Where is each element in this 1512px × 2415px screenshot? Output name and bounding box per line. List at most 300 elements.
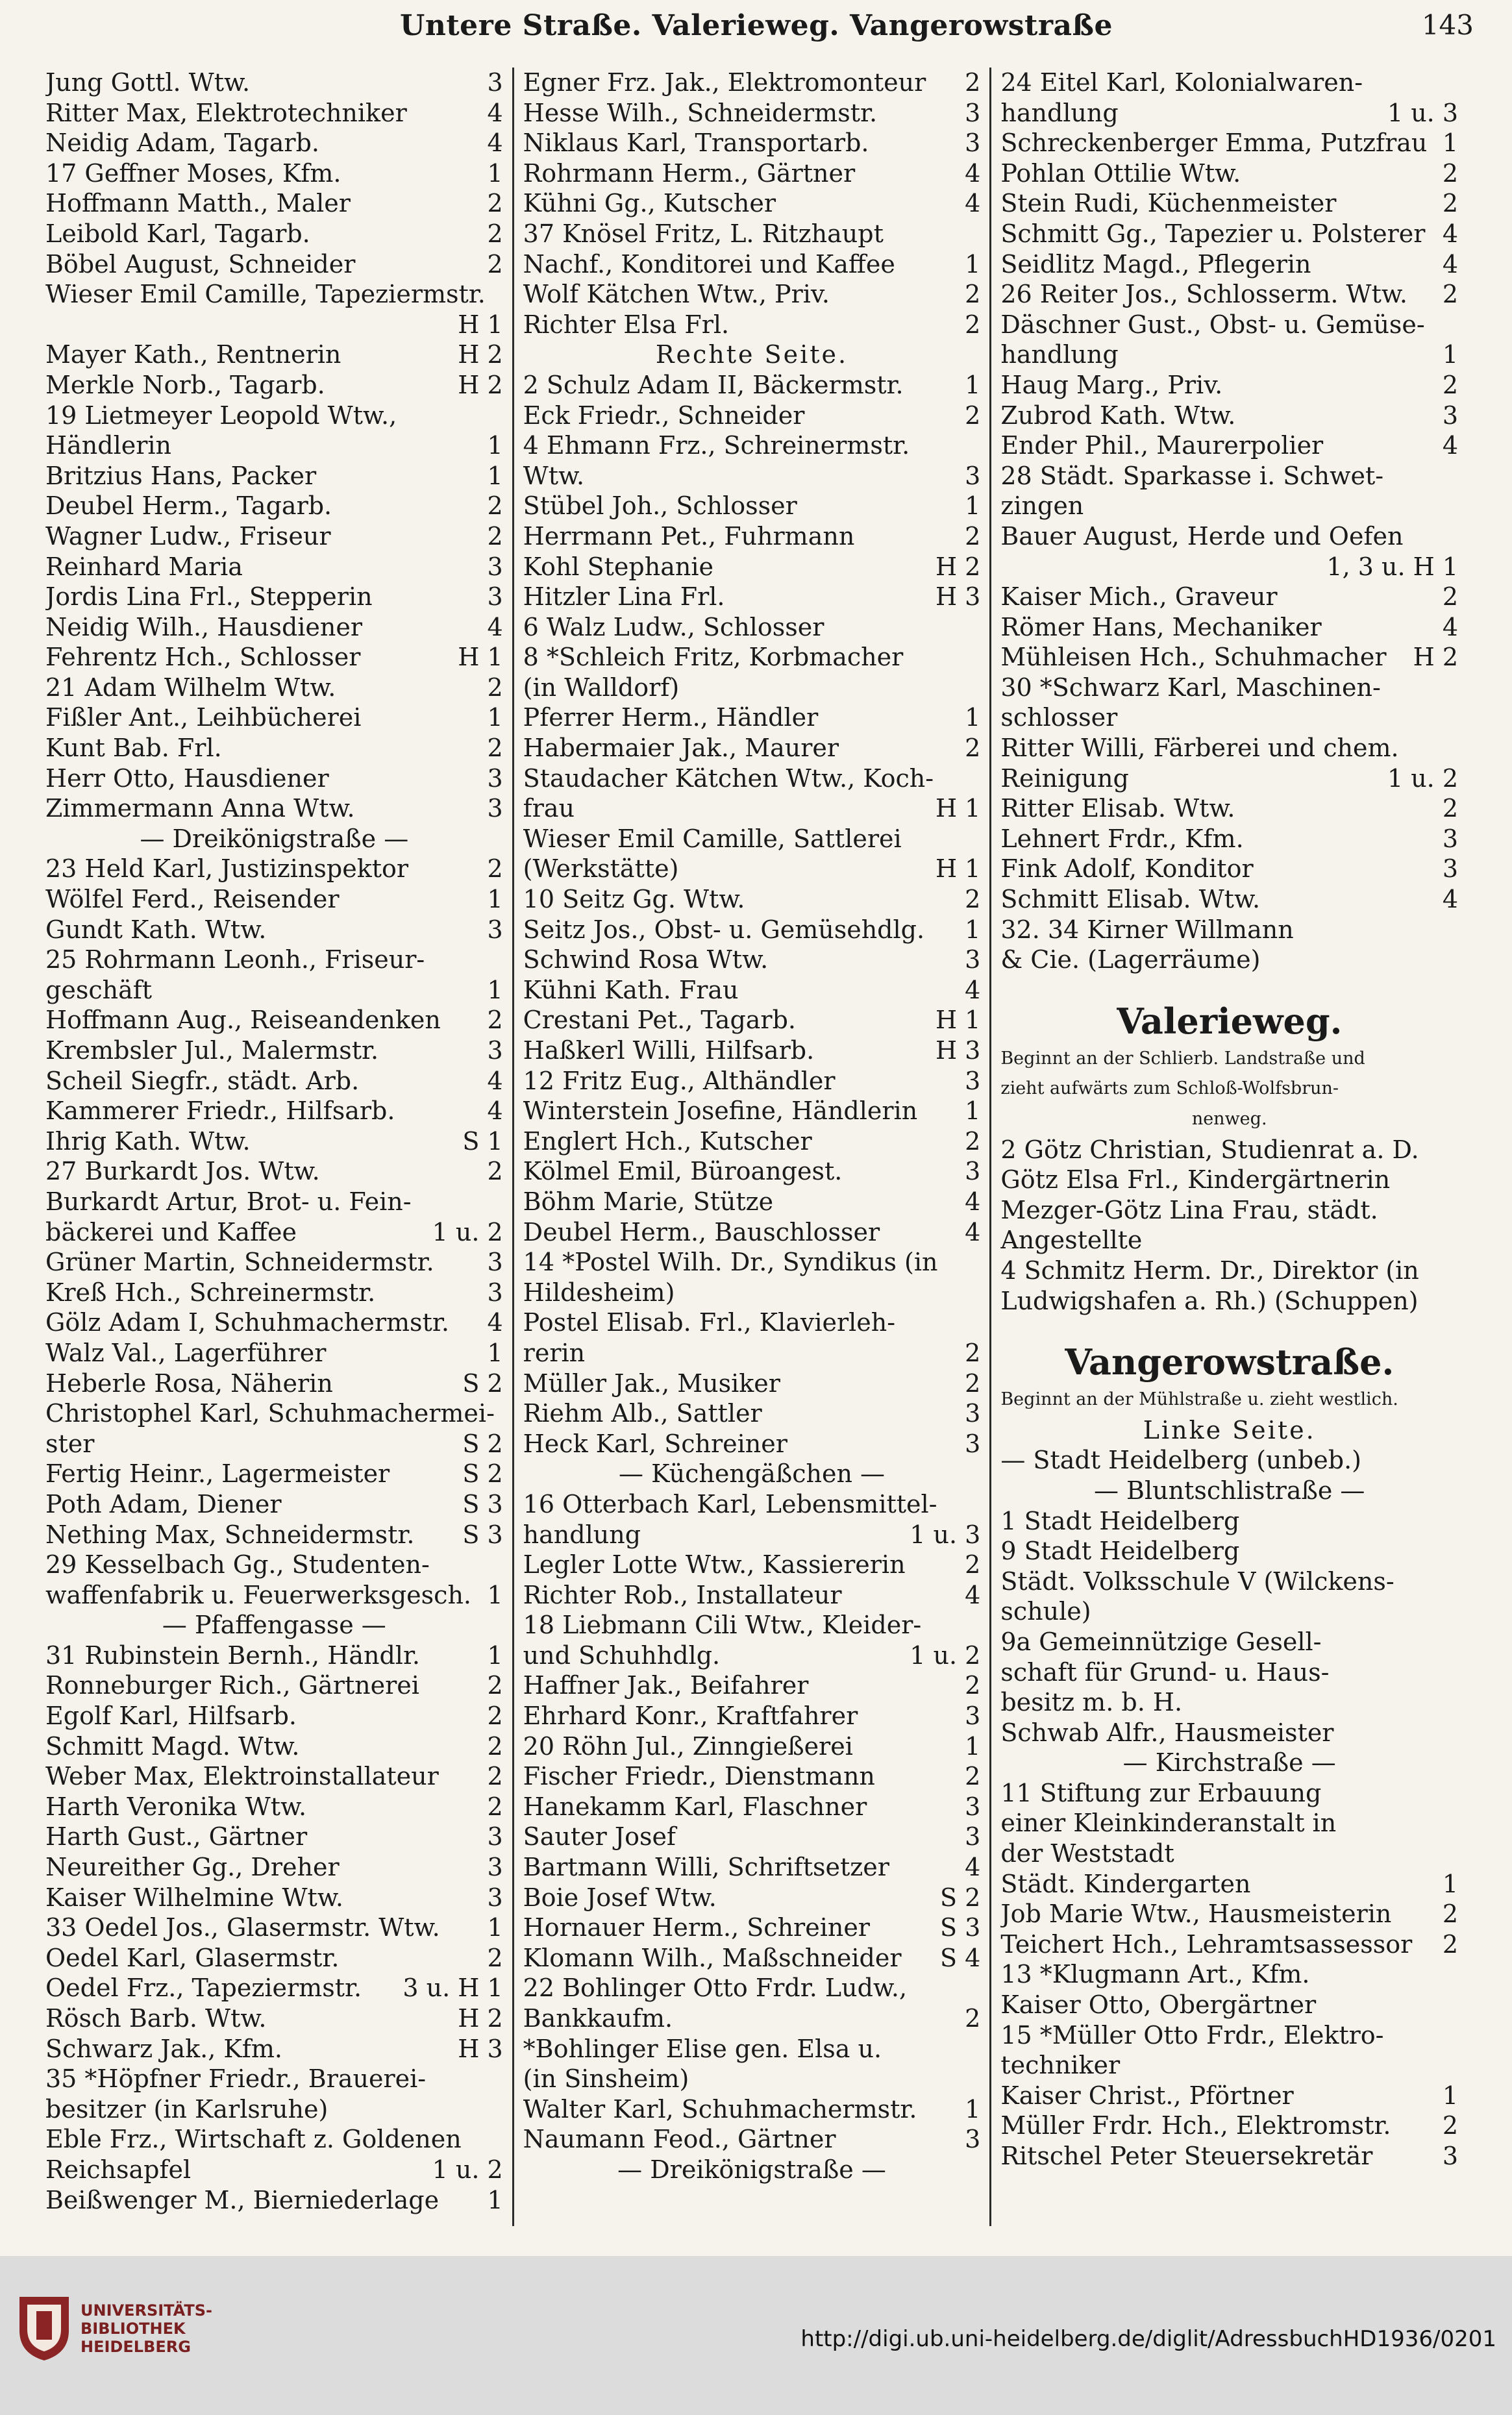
entry-text: Schreckenberger Emma, Putzfrau [1000, 129, 1428, 158]
directory-entry [523, 158, 981, 189]
entry-text: Däschner Gust., Obst- u. Gemüse- [1000, 310, 1425, 339]
directory-entry [45, 1580, 503, 1611]
directory-entry [45, 1187, 503, 1217]
floor-number: H 1 [458, 643, 503, 672]
cross-street [45, 1610, 503, 1641]
directory-entry [523, 461, 981, 491]
entry-text: 10 Seitz Gg. Wtw. [523, 885, 745, 914]
directory-entry [523, 1096, 981, 1126]
floor-number: 2 [965, 2004, 981, 2033]
column-middle [512, 68, 990, 2226]
directory-entry [1000, 1929, 1458, 1960]
directory-entry [45, 249, 503, 280]
entry-text: Hitzler Lina Frl. [523, 582, 725, 612]
entry-text: Gundt Kath. Wtw. [45, 915, 267, 944]
entry-text: Reichsapfel [45, 2155, 192, 2184]
entry-text: Ritschel Peter Steuersekretär [1000, 2142, 1373, 2170]
floor-number: 1 [487, 975, 503, 1004]
entry-text: Städt. Volksschule V (Wilckens- [1000, 1567, 1394, 1596]
floor-number: 2 [1442, 189, 1459, 218]
floor-number: 2 [965, 68, 981, 97]
entry-text: Bartmann Willi, Schriftsetzer [523, 1853, 889, 1882]
entry-text: 12 Fritz Eug., Althändler [523, 1066, 836, 1095]
directory-entry [523, 854, 981, 884]
directory-entry [523, 1187, 981, 1217]
floor-number: 2 [487, 734, 503, 763]
directory-entry [1000, 249, 1458, 280]
entry-text: Grüner Martin, Schneidermstr. [45, 1248, 434, 1277]
entry-text: Rohrmann Herm., Gärtner [523, 158, 856, 188]
directory-entry [45, 884, 503, 915]
entry-text: besitzer (in Karlsruhe) [45, 2094, 328, 2124]
directory-entry [45, 1247, 503, 1278]
entry-text: Böbel August, Schneider [45, 249, 356, 279]
spacer [1000, 1316, 1458, 1339]
entry-text: ster [45, 1429, 95, 1458]
entry-text: Rösch Barb. Wtw. [45, 2004, 267, 2033]
directory-entry [45, 1398, 503, 1429]
entry-text: einer Kleinkinderanstalt in [1000, 1809, 1337, 1838]
directory-entry [45, 1761, 503, 1792]
directory-entry [45, 702, 503, 733]
directory-entry [45, 582, 503, 612]
entry-text: Oedel Karl, Glasermstr. [45, 1943, 340, 1972]
entry-text: Job Marie Wtw., Hausmeisterin [1000, 1900, 1392, 1929]
floor-number: 4 [965, 1187, 981, 1216]
entry-text: — Kirchstraße — [1122, 1748, 1336, 1777]
entry-text: schule) [1000, 1597, 1091, 1626]
directory-entry [523, 1610, 981, 1641]
directory-entry [523, 1822, 981, 1852]
directory-entry [523, 582, 981, 612]
directory-entry [1000, 582, 1458, 612]
floor-number: 3 [487, 915, 503, 944]
floor-number: 3 [965, 2125, 981, 2154]
directory-entry [1000, 68, 1458, 98]
directory-entry [45, 1670, 503, 1701]
entry-text: geschäft [45, 975, 153, 1004]
directory-entry [1000, 1195, 1458, 1226]
floor-number: 2 [487, 491, 503, 521]
entry-text: handlung [523, 1520, 641, 1549]
directory-entry [1000, 1567, 1458, 1597]
floor-number: 4 [1442, 219, 1459, 248]
directory-entry [523, 1126, 981, 1157]
floor-number: 1 [487, 431, 503, 460]
floor-number: 2 [487, 1943, 503, 1972]
entry-text: Beißwenger M., Bierniederlage [45, 2185, 440, 2214]
entry-text: Schmitt Gg., Tapezier u. Polsterer [1000, 219, 1426, 248]
floor-number: 1 [487, 2185, 503, 2214]
entry-text: Christophel Karl, Schuhmachermei- [45, 1399, 495, 1428]
directory-entry [1000, 1135, 1458, 1165]
entry-text: Riehm Alb., Sattler [523, 1399, 762, 1428]
directory-entry [523, 2124, 981, 2155]
entry-text: Beginnt an der Mühlstraße u. zieht westlich. [1000, 1389, 1398, 1410]
floor-number: 3 [487, 1822, 503, 1852]
directory-entry [45, 1096, 503, 1126]
directory-entry [523, 1035, 981, 1066]
directory-entry [523, 1338, 981, 1368]
directory-entry [523, 1670, 981, 1701]
entry-text: Mühleisen Hch., Schuhmacher [1000, 643, 1387, 672]
directory-entry [45, 854, 503, 884]
library-name: UNIVERSITÄTS- BIBLIOTHEK HEIDELBERG [81, 2301, 213, 2356]
entry-text: Leibold Karl, Tagarb. [45, 219, 310, 248]
entry-text: — Pfaffengasse — [162, 1611, 386, 1640]
entry-text: Burkardt Artur, Brot- u. Fein- [45, 1187, 412, 1216]
entry-text: bäckerei und Kaffee [45, 1217, 297, 1246]
directory-entry [523, 279, 981, 310]
directory-entry [523, 310, 981, 340]
directory-entry [45, 945, 503, 975]
floor-number: H 2 [458, 370, 503, 399]
floor-number: H 1 [458, 310, 503, 339]
floor-number: 1 [965, 1731, 981, 1761]
floor-number: 2 [487, 219, 503, 248]
floor-number: 2 [965, 1550, 981, 1579]
entry-text: schlosser [1000, 703, 1118, 732]
entry-text: Walz Val., Lagerführer [45, 1338, 327, 1367]
entry-text: Ritter Willi, Färberei und chem. [1000, 734, 1399, 763]
directory-entry [45, 1913, 503, 1943]
entry-text: Neidig Wilh., Hausdiener [45, 612, 363, 641]
floor-number: 1 [965, 370, 981, 399]
entry-text: Egner Frz. Jak., Elektromonteur [523, 68, 926, 97]
directory-entry [45, 370, 503, 401]
entry-text: 21 Adam Wilhelm Wtw. [45, 673, 336, 702]
directory-entry [523, 1792, 981, 1822]
entry-text: — Stadt Heidelberg (unbeb.) [1000, 1446, 1362, 1475]
entry-text: (Werkstätte) [523, 854, 679, 884]
directory-entry [45, 128, 503, 158]
directory-entry [45, 401, 503, 431]
floor-number: 4 [1442, 249, 1459, 279]
directory-entry [1000, 1869, 1458, 1900]
floor-number: 1 u. 2 [432, 1217, 503, 1246]
entry-text: — Dreikönigstraße — [140, 824, 409, 853]
directory-entry [523, 249, 981, 280]
entry-text: 4 Schmitz Herm. Dr., Direktor (in [1000, 1256, 1419, 1285]
directory-entry [45, 521, 503, 552]
entry-text: Haßkerl Willi, Hilfsarb. [523, 1036, 815, 1065]
floor-number: 2 [965, 310, 981, 339]
entry-text: Winterstein Josefine, Händlerin [523, 1096, 918, 1126]
floor-number: 2 [1442, 370, 1459, 399]
entry-text: Müller Jak., Musiker [523, 1368, 780, 1398]
entry-text: 28 Städt. Sparkasse i. Schwet- [1000, 461, 1384, 490]
directory-entry [1000, 702, 1458, 733]
directory-entry [1000, 1627, 1458, 1657]
directory-entry [1000, 2111, 1458, 2141]
entry-text: 32. 34 Kirner Willmann [1000, 915, 1294, 944]
directory-entry [1000, 401, 1458, 431]
directory-entry [523, 1883, 981, 1913]
entry-text: Angestellte [1000, 1226, 1143, 1255]
floor-number: 4 [487, 612, 503, 641]
entry-text: techniker [1000, 2051, 1121, 2080]
entry-text: 22 Bohlinger Otto Frdr. Ludw., [523, 1974, 908, 2003]
entry-text: rerin [523, 1338, 586, 1367]
directory-entry [1000, 915, 1458, 945]
column-left [45, 68, 512, 2226]
entry-text: Ludwigshafen a. Rh.) (Schuppen) [1000, 1286, 1419, 1315]
floor-number: S 1 [462, 1126, 503, 1156]
entry-text: 4 Ehmann Frz., Schreinermstr. [523, 431, 910, 460]
entry-text: Poth Adam, Diener [45, 1489, 282, 1518]
entry-text: Kreß Hch., Schreinermstr. [45, 1278, 376, 1307]
entry-text: Wagner Ludw., Friseur [45, 521, 331, 551]
directory-entry [45, 2185, 503, 2216]
floor-number: 3 [965, 461, 981, 490]
entry-text: Eble Frz., Wirtschaft z. Goldenen [45, 2125, 462, 2154]
spacer [1000, 975, 1458, 998]
directory-entry [45, 1489, 503, 1520]
floor-number: 1 [965, 2094, 981, 2124]
floor-number: S 2 [462, 1429, 503, 1458]
floor-number: 3 [1442, 2142, 1459, 2170]
directory-entry [45, 491, 503, 521]
directory-entry [45, 1066, 503, 1096]
directory-entry [45, 219, 503, 249]
floor-number: 2 [487, 1762, 503, 1791]
directory-entry [1000, 763, 1458, 794]
entry-text: 37 Knösel Fritz, L. Ritzhaupt [523, 219, 884, 248]
directory-entry [523, 915, 981, 945]
floor-number: 4 [487, 1308, 503, 1337]
directory-entry [45, 2034, 503, 2064]
directory-entry [1000, 673, 1458, 703]
directory-entry [45, 461, 503, 491]
directory-entry [1000, 1536, 1458, 1567]
entry-text: 15 *Müller Otto Frdr., Elektro- [1000, 2020, 1384, 2050]
directory-entry [45, 1429, 503, 1459]
entry-text: *Bohlinger Elise gen. Elsa u. [523, 2034, 882, 2063]
directory-entry [1000, 310, 1458, 340]
street-heading [1000, 998, 1458, 1044]
entry-text: Ender Phil., Maurerpolier [1000, 431, 1324, 460]
floor-number: 1 u. 3 [910, 1520, 981, 1549]
directory-entry [523, 673, 981, 703]
directory-entry [523, 128, 981, 158]
floor-number: 1 [487, 703, 503, 732]
entry-text: Mayer Kath., Rentnerin [45, 340, 341, 369]
floor-number: 1 [487, 461, 503, 490]
directory-entry [1000, 1286, 1458, 1317]
floor-number: 4 [487, 1096, 503, 1126]
entry-text: Richter Elsa Frl. [523, 310, 730, 339]
entry-text: Ritter Max, Elektrotechniker [45, 98, 407, 127]
floor-number: S 2 [462, 1459, 503, 1489]
floor-number: 2 [487, 1006, 503, 1035]
entry-text: Walter Karl, Schuhmachermstr. [523, 2094, 917, 2124]
entry-text: Wieser Emil Camille, Sattlerei [523, 824, 902, 853]
entry-text: zieht aufwärts zum Schloß-Wolfsbrun- [1000, 1078, 1339, 1099]
entry-text: Rechte Seite. [655, 340, 849, 369]
entry-text: Deubel Herm., Bauschlosser [523, 1217, 880, 1246]
floor-number: 4 [965, 1853, 981, 1882]
directory-entry [1000, 642, 1458, 673]
directory-entry [523, 884, 981, 915]
entry-text: Neidig Adam, Tagarb. [45, 129, 319, 158]
floor-number: 3 [965, 1792, 981, 1821]
entry-text: Klomann Wilh., Maßschneider [523, 1943, 902, 1972]
entry-text: Stein Rudi, Küchenmeister [1000, 189, 1337, 218]
street-heading [1000, 1339, 1458, 1385]
entry-text: Jordis Lina Frl., Stepperin [45, 582, 373, 612]
floor-number: 3 [487, 763, 503, 793]
directory-entry [45, 158, 503, 189]
floor-number: 2 [1442, 794, 1459, 823]
floor-number: 2 [1442, 158, 1459, 188]
directory-entry [45, 430, 503, 461]
floor-number: 2 [487, 1671, 503, 1700]
entry-text: 25 Rohrmann Leonh., Friseur- [45, 945, 425, 974]
floor-number: 2 [487, 249, 503, 279]
floor-number: S 3 [462, 1489, 503, 1518]
entry-text: Hanekamm Karl, Flaschner [523, 1792, 867, 1821]
floor-number: 2 [965, 734, 981, 763]
cross-street [1000, 1476, 1458, 1506]
directory-entry [45, 1520, 503, 1550]
floor-number: S 2 [462, 1368, 503, 1398]
entry-text: Kölmel Emil, Büroangest. [523, 1157, 843, 1186]
entry-text: Zimmermann Anna Wtw. [45, 794, 355, 823]
directory-entry [523, 1247, 981, 1278]
directory-entry [45, 1156, 503, 1187]
directory-entry [1000, 461, 1458, 491]
floor-number: 4 [965, 189, 981, 218]
directory-entry [523, 430, 981, 461]
directory-entry [1000, 552, 1458, 582]
floor-number: 3 [965, 129, 981, 158]
street-description [1000, 1074, 1458, 1104]
entry-text: Egolf Karl, Hilfsarb. [45, 1702, 297, 1731]
directory-entry [523, 1701, 981, 1731]
directory-entry [523, 793, 981, 824]
floor-number: 3 [965, 1157, 981, 1186]
entry-text: Neureither Gg., Dreher [45, 1853, 340, 1882]
entry-text: Reinigung [1000, 763, 1129, 793]
floor-number: 1 u. 2 [1387, 763, 1459, 793]
floor-number: 1 [487, 1641, 503, 1670]
directory-entry [1000, 733, 1458, 763]
directory-entry [523, 2003, 981, 2034]
floor-number: H 3 [458, 2034, 503, 2063]
floor-number: 4 [965, 975, 981, 1004]
directory-entry [45, 1943, 503, 1974]
floor-number: 2 [487, 673, 503, 702]
directory-entry [45, 1822, 503, 1852]
directory-entry [45, 1368, 503, 1399]
directory-entry [1000, 430, 1458, 461]
directory-entry [45, 733, 503, 763]
entry-text: — Bluntschlistraße — [1093, 1476, 1365, 1505]
directory-entry [45, 1307, 503, 1338]
directory-entry [523, 1217, 981, 1248]
entry-text: besitz m. b. H. [1000, 1688, 1183, 1717]
floor-number: 3 [965, 1399, 981, 1428]
entry-text: Lehnert Frdr., Kfm. [1000, 824, 1244, 853]
entry-text: 18 Liebmann Cili Wtw., Kleider- [523, 1611, 922, 1640]
directory-entry [45, 1792, 503, 1822]
street-description [1000, 1044, 1458, 1074]
floor-number: H 2 [935, 552, 981, 581]
entry-text: 1 Stadt Heidelberg [1000, 1506, 1240, 1535]
page-number: 143 [1421, 9, 1474, 41]
entry-text: handlung [1000, 98, 1119, 127]
directory-entry [523, 1973, 981, 2003]
floor-number: 2 [487, 521, 503, 551]
directory-entry [523, 642, 981, 673]
entry-text: Harth Gust., Gärtner [45, 1822, 308, 1852]
directory-entry [523, 1398, 981, 1429]
directory-entry [45, 793, 503, 824]
entry-text: Haffner Jak., Beifahrer [523, 1671, 809, 1700]
entry-text: Crestani Pet., Tagarb. [523, 1006, 796, 1035]
directory-entry [1000, 1256, 1458, 1286]
entry-text: Zubrod Kath. Wtw. [1000, 401, 1236, 430]
entry-text: Pohlan Ottilie Wtw. [1000, 158, 1241, 188]
directory-entry [45, 2003, 503, 2034]
floor-number: 2 [965, 885, 981, 914]
entry-text: Wtw. [523, 461, 585, 490]
floor-number: 4 [1442, 612, 1459, 641]
source-url[interactable]: http://digi.ub.uni-heidelberg.de/diglit/AdressbuchHD1936/0201 [800, 2326, 1496, 2352]
floor-number: 4 [965, 1217, 981, 1246]
directory-entry [1000, 1687, 1458, 1718]
directory-entry [523, 98, 981, 129]
directory-entry [1000, 2050, 1458, 2081]
directory-entry [523, 1489, 981, 1520]
floor-number: 3 [487, 794, 503, 823]
directory-entry [45, 98, 503, 129]
directory-entry [45, 763, 503, 794]
entry-text: Kühni Kath. Frau [523, 975, 739, 1004]
floor-number: 3 [965, 1822, 981, 1852]
directory-entry [1000, 824, 1458, 854]
floor-number: 2 [965, 280, 981, 309]
entry-text: 20 Röhn Jul., Zinngießerei [523, 1731, 853, 1761]
entry-text: Schmitt Magd. Wtw. [45, 1731, 300, 1761]
directory-entry [45, 1278, 503, 1308]
entry-text: 2 Schulz Adam II, Bäckermstr. [523, 370, 904, 399]
entry-text: 6 Walz Ludw., Schlosser [523, 612, 824, 641]
entry-text: Jung Gottl. Wtw. [45, 68, 251, 97]
entry-text: Händlerin [45, 431, 172, 460]
entry-text: 19 Lietmeyer Leopold Wtw., [45, 401, 397, 430]
entry-text: Krembsler Jul., Malermstr. [45, 1036, 379, 1065]
floor-number: 1 [487, 885, 503, 914]
directory-entry [1000, 1839, 1458, 1869]
directory-entry [523, 1761, 981, 1792]
floor-number: 4 [965, 1580, 981, 1609]
entry-text: Kaiser Otto, Obergärtner [1000, 1990, 1317, 2020]
floor-number: 2 [965, 1671, 981, 1700]
directory-entry [45, 673, 503, 703]
entry-text: Kammerer Friedr., Hilfsarb. [45, 1096, 395, 1126]
entry-text: Bauer August, Herde und Oefen [1000, 521, 1404, 551]
floor-number: 3 [487, 1883, 503, 1912]
directory-entry [523, 370, 981, 401]
entry-text: Kohl Stephanie [523, 552, 713, 581]
page-header [39, 9, 1474, 58]
entry-text: Reinhard Maria [45, 552, 243, 581]
floor-number: 2 [487, 189, 503, 218]
directory-entry [523, 1368, 981, 1399]
directory-entry [523, 2094, 981, 2125]
entry-text: & Cie. (Lagerräume) [1000, 945, 1261, 974]
